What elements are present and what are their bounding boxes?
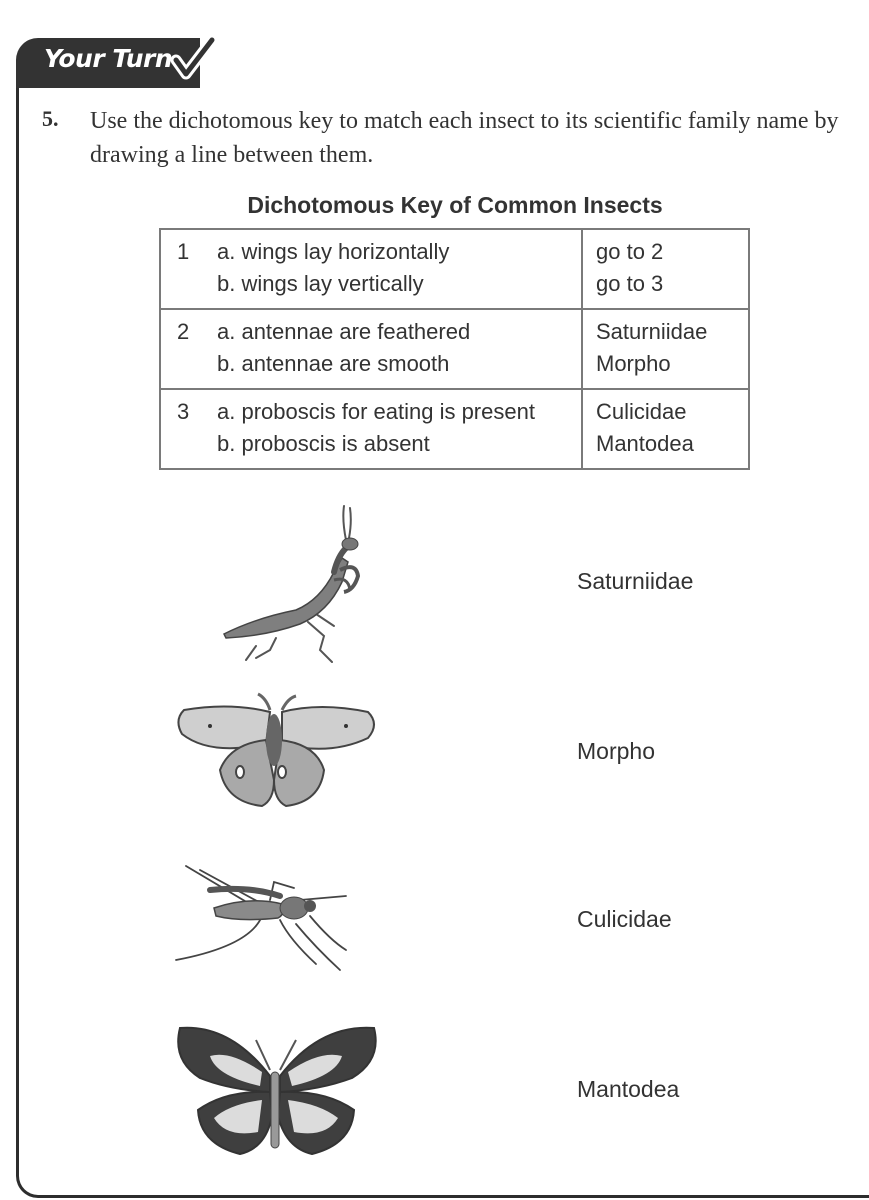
key-option-b: b. proboscis is absent	[217, 431, 430, 456]
key-option-a: a. antennae are feathered	[217, 319, 471, 344]
key-option-a: a. wings lay horizontally	[217, 239, 450, 264]
key-row	[160, 229, 749, 309]
butterfly-image[interactable]	[170, 1020, 385, 1160]
key-result-a: Culicidae	[596, 399, 687, 424]
key-option-b: b. wings lay vertically	[217, 271, 424, 296]
praying-mantis-image[interactable]	[216, 500, 376, 665]
key-step: 3	[177, 399, 190, 424]
key-row	[160, 309, 749, 389]
mosquito-image[interactable]	[170, 860, 360, 975]
key-result-b: Morpho	[596, 351, 671, 376]
key-result-b: Mantodea	[596, 431, 694, 456]
key-title: Dichotomous Key of Common Insects	[247, 192, 663, 218]
dichotomous-key-table	[159, 228, 750, 470]
key-option-b: b. antennae are smooth	[217, 351, 450, 376]
key-row	[160, 389, 749, 469]
key-result-a: go to 2	[596, 239, 664, 264]
key-option-a: a. proboscis for eating is present	[217, 399, 535, 424]
family-label[interactable]: Morpho	[577, 738, 655, 764]
question-number: 5.	[42, 106, 59, 131]
moth-image[interactable]	[170, 690, 385, 815]
section-tab-label: Your Turn	[44, 44, 173, 73]
family-label[interactable]: Culicidae	[577, 906, 672, 932]
key-step: 2	[177, 319, 190, 344]
family-label[interactable]: Saturniidae	[577, 568, 694, 594]
checkmark-icon	[170, 34, 218, 82]
question-text: Use the dichotomous key to match each insect to its scientific family name by drawing a line between them.	[90, 108, 839, 168]
family-label[interactable]: Mantodea	[577, 1076, 680, 1102]
key-result-a: Saturniidae	[596, 319, 708, 344]
key-result-b: go to 3	[596, 271, 664, 296]
key-step: 1	[177, 239, 190, 264]
